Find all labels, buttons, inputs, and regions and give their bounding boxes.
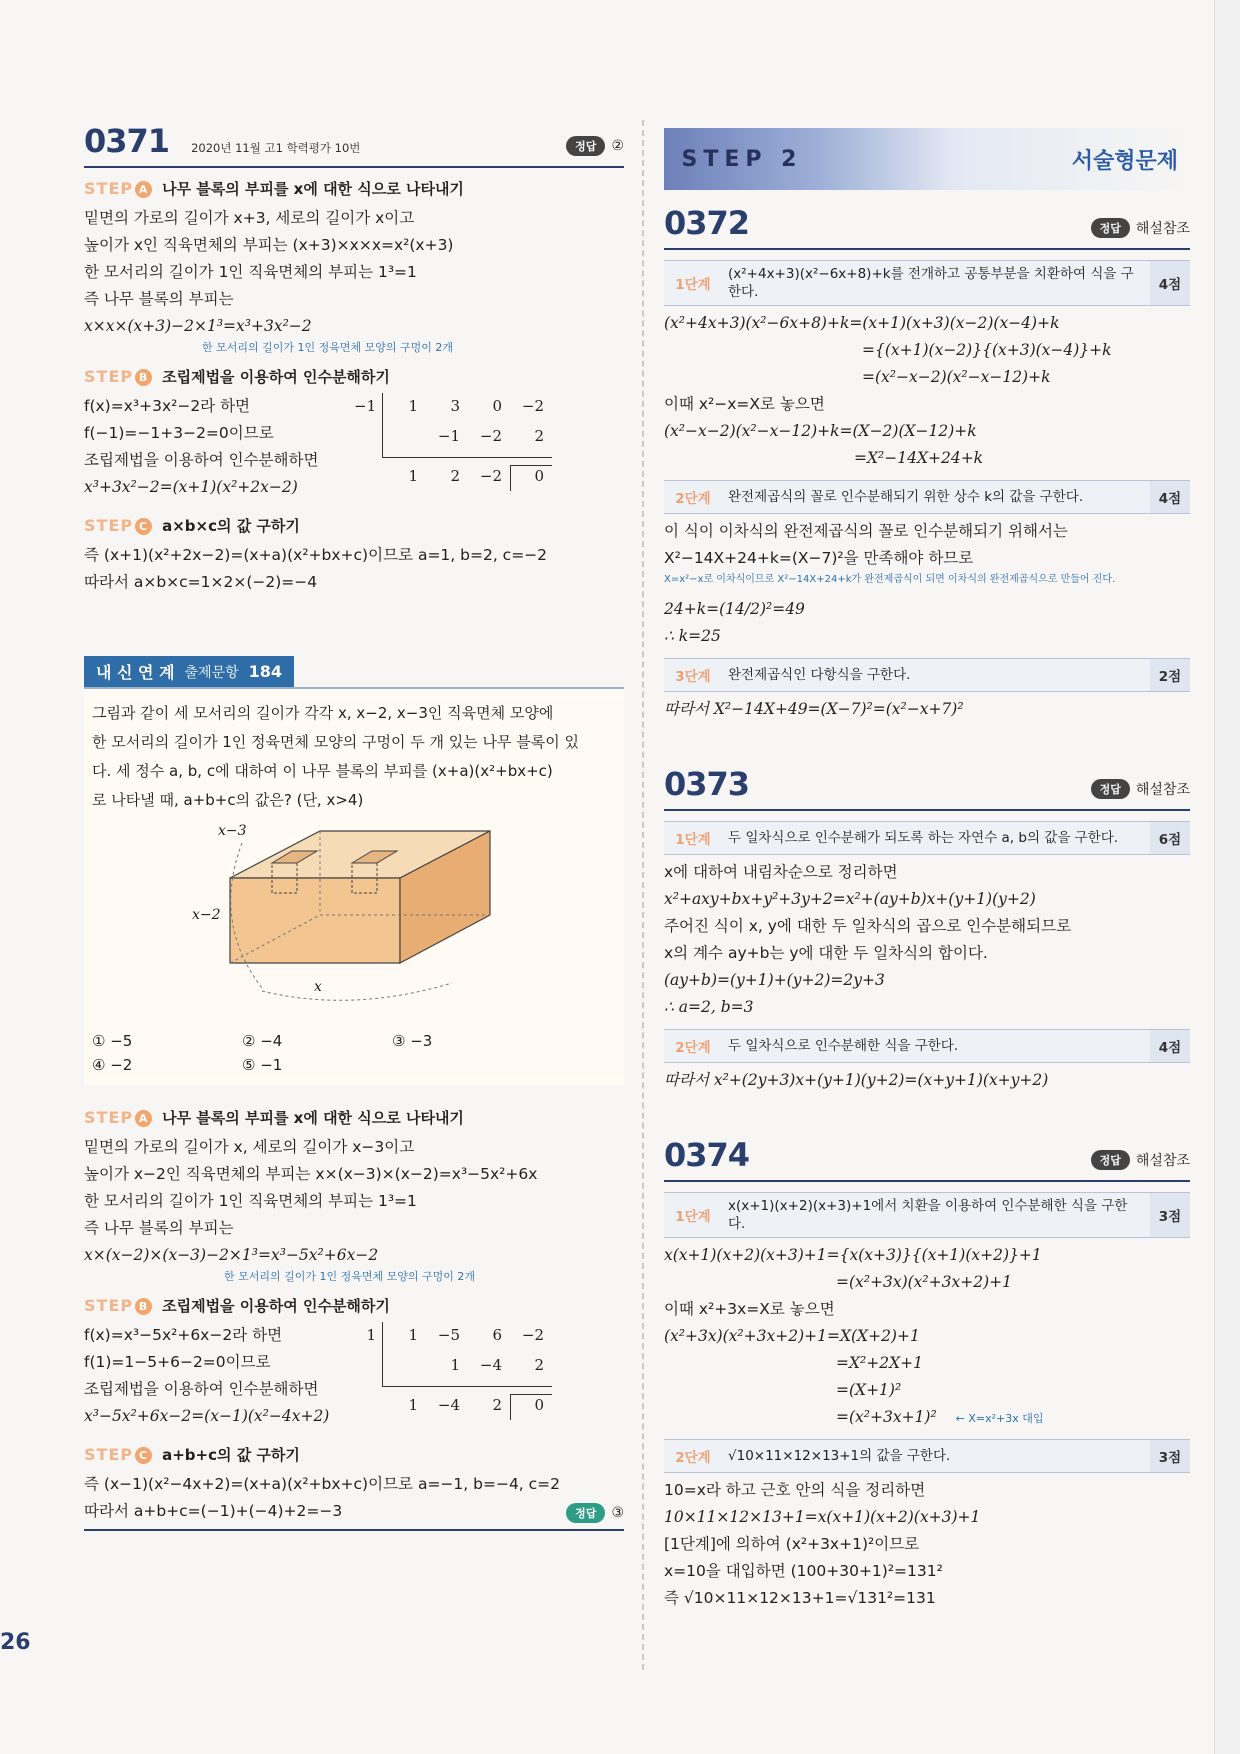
synth-cell: −5 (437, 1326, 460, 1344)
text-line: 밑면의 가로의 길이가 x+3, 세로의 길이가 x이고 (84, 209, 415, 227)
formula-line: 10×11×12×13+1=x(x+1)(x+2)(x+3)+1 (664, 1508, 981, 1526)
synth-cell: −2 (521, 397, 544, 415)
formula-row (664, 1404, 1190, 1431)
text-line: X²−14X+24+k=(X−7)²을 만족해야 하므로 (664, 549, 974, 567)
annotation-note: ← X=x²+3x 대입 (955, 1412, 1044, 1425)
naesin-step-b-heading (84, 1295, 624, 1316)
text-line: 밑면의 가로의 길이가 x, 세로의 길이가 x−3이고 (84, 1138, 415, 1156)
choice[interactable]: ② −4 (242, 1032, 283, 1050)
step-b-body (84, 393, 624, 505)
synth-cell: −1 (437, 427, 460, 445)
question-header-0374 (664, 1136, 1190, 1182)
choice[interactable]: ④ −2 (92, 1056, 133, 1074)
formula-line: =(x²−x−2)(x²−x−12)+k (862, 368, 1051, 386)
choice[interactable]: ① −5 (92, 1032, 133, 1050)
text-line: 즉 나무 블록의 부피는 (84, 1219, 234, 1237)
page-edge (1214, 0, 1240, 1754)
stage-desc: 두 일차식으로 인수분해가 되도록 하는 자연수 a, b의 값을 구한다. (728, 830, 1119, 846)
text-line: 이 식이 이차식의 완전제곱식의 꼴로 인수분해되기 위해서는 (664, 522, 1068, 540)
stage-tag: 1단계 (675, 832, 711, 848)
step-title: 조립제법을 이용하여 인수분해하기 (162, 368, 390, 386)
figure-label-top: x−3 (218, 823, 247, 839)
text-line: x에 대하여 내림차순으로 정리하면 (664, 863, 898, 881)
text-line: 따라서 a+b+c=(−1)+(−4)+2=−3 (84, 1502, 343, 1520)
answer-value: ② (611, 138, 624, 154)
choice[interactable]: ⑤ −1 (242, 1056, 283, 1074)
formula-line: =(X+1)² (836, 1381, 902, 1399)
formula-line: 따라서 X²−14X+49=(X−7)²=(x²−x+7)² (664, 700, 964, 718)
left-column (84, 122, 624, 1531)
synthetic-division-table (354, 393, 554, 497)
step-tag: STEP A (84, 179, 152, 198)
answer-pill: 정답 (1091, 1150, 1130, 1170)
step-a-heading (84, 178, 624, 199)
formula-line: x³+3x²−2=(x+1)(x²+2x−2) (84, 478, 298, 496)
text-line: 조립제법을 이용하여 인수분해하면 (84, 451, 319, 469)
annotation-note: X=x²−x로 이차식이므로 X²−14X+24+k가 완전제곱식이 되면 이차식의 완전제곱식으로 만들어 진다. (664, 574, 1116, 585)
stage-2 (664, 1029, 1190, 1063)
stage-points: 4점 (1150, 1030, 1190, 1062)
step-b-heading (84, 366, 624, 387)
text-line: 10=x라 하고 근호 안의 식을 정리하면 (664, 1481, 926, 1499)
answer-badge (1091, 779, 1190, 799)
formula-line: (x²+3x)(x²+3x+2)+1=X(X+2)+1 (664, 1327, 920, 1345)
step-title: a+b+c의 값 구하기 (162, 1446, 300, 1464)
figure-label-bottom: x (314, 979, 322, 995)
synth-cell: 1 (408, 1396, 418, 1414)
block-figure (92, 823, 616, 1023)
naesin-final-row (84, 1498, 624, 1531)
stage-1 (664, 260, 1190, 306)
synth-cell: 1 (408, 467, 418, 485)
answer-value: 해설참조 (1135, 1153, 1190, 1169)
synth-cell: −4 (479, 1356, 502, 1374)
stage-points: 3점 (1150, 1193, 1190, 1237)
answer-badge (566, 1503, 624, 1523)
stage-desc: √10×11×12×13+1의 값을 구한다. (728, 1448, 951, 1464)
stage-3 (664, 658, 1190, 692)
stage-points: 6점 (1150, 822, 1190, 854)
annotation-note: 한 모서리의 길이가 1인 정육면체 모양의 구멍이 2개 (224, 1270, 475, 1283)
annotation-note: 한 모서리의 길이가 1인 정육면체 모양의 구멍이 2개 (202, 341, 453, 354)
problem-line: 한 모서리의 길이가 1인 정육면체 모양의 구멍이 두 개 있는 나무 블록이 있 (92, 733, 579, 751)
text-line: 즉 (x+1)(x²+2x−2)=(x+a)(x²+bx+c)이므로 a=1, b=2, c=−2 (84, 546, 548, 564)
answer-value: 해설참조 (1135, 221, 1190, 237)
synth-root: 1 (366, 1326, 376, 1344)
synth-cell: −4 (437, 1396, 460, 1414)
formula-line: =X²+2X+1 (836, 1354, 923, 1372)
synth-cell: −2 (479, 467, 502, 485)
question-0374 (664, 1136, 1190, 1612)
synth-cell: 0 (534, 1396, 544, 1414)
problem-line: 그림과 같이 세 모서리의 길이가 각각 x, x−2, x−3인 직육면체 모양에 (92, 704, 554, 722)
text-line: 즉 (x−1)(x²−4x+2)=(x+a)(x²+bx+c)이므로 a=−1, b=−4, c=2 (84, 1475, 561, 1493)
right-column (664, 128, 1190, 1612)
stage-desc: 완전제곱식의 꼴로 인수분해되기 위한 상수 k의 값을 구한다. (728, 489, 1084, 505)
answer-value: 해설참조 (1135, 782, 1190, 798)
text-line: 따라서 a×b×c=1×2×(−2)=−4 (84, 573, 318, 591)
question-header-0372 (664, 204, 1190, 250)
step-title: 나무 블록의 부피를 x에 대한 식으로 나타내기 (162, 1109, 464, 1127)
answer-choices (92, 1029, 616, 1077)
stage-2 (664, 480, 1190, 514)
text-line: 이때 x²+3x=X로 놓으면 (664, 1300, 835, 1318)
stage-points: 3점 (1150, 1440, 1190, 1472)
stage-2 (664, 1439, 1190, 1473)
step-tag: STEP B (84, 367, 152, 386)
step2-title: 서술형문제 (1071, 148, 1178, 174)
formula-line: =(x²+3x+1)² (836, 1408, 937, 1426)
step-tag: STEP C (84, 516, 152, 535)
text-line: x=10을 대입하면 (100+30+1)²=131² (664, 1562, 943, 1580)
formula-line: (ay+b)=(y+1)+(y+2)=2y+3 (664, 971, 885, 989)
text-line: x의 계수 ay+b는 y에 대한 두 일차식의 합이다. (664, 944, 988, 962)
naesin-step-c-heading (84, 1444, 624, 1465)
text-line: 주어진 식이 x, y에 대한 두 일차식의 곱으로 인수분해되므로 (664, 917, 1072, 935)
synth-cell: 2 (450, 467, 460, 485)
text-line: 한 모서리의 길이가 1인 직육면체의 부피는 1³=1 (84, 1192, 417, 1210)
synth-cell: −2 (479, 427, 502, 445)
stage-desc: 완전제곱식인 다항식을 구한다. (728, 667, 911, 683)
text-line: 조립제법을 이용하여 인수분해하면 (84, 1380, 319, 1398)
text-line: 이때 x²−x=X로 놓으면 (664, 395, 825, 413)
synthetic-division-table (366, 1322, 554, 1426)
text-line: 즉 나무 블록의 부피는 (84, 290, 234, 308)
stage-tag: 3단계 (675, 669, 711, 685)
synth-cell: 2 (534, 427, 544, 445)
answer-value: ③ (611, 1505, 624, 1521)
naesin-step-b-body (84, 1322, 624, 1434)
synth-cell: 6 (492, 1326, 502, 1344)
synth-cell: 0 (534, 467, 544, 485)
step-title: a×b×c의 값 구하기 (162, 517, 300, 535)
question-number: 0374 (664, 1136, 750, 1174)
text-line: f(1)=1−5+6−2=0이므로 (84, 1353, 271, 1371)
step-title: 조립제법을 이용하여 인수분해하기 (162, 1297, 390, 1315)
text-line: f(−1)=−1+3−2=0이므로 (84, 424, 274, 442)
choice[interactable]: ③ −3 (392, 1032, 433, 1050)
question-number: 0372 (664, 204, 750, 242)
answer-pill: 정답 (566, 1503, 605, 1523)
formula-line: =X²−14X+24+k (854, 449, 984, 467)
step-tag: STEP A (84, 1108, 152, 1127)
answer-badge (1091, 1150, 1190, 1170)
formula-line: x(x+1)(x+2)(x+3)+1={x(x+3)}{(x+1)(x+2)}+1 (664, 1246, 1042, 1264)
stage-tag: 2단계 (675, 1450, 711, 1466)
answer-pill: 정답 (566, 136, 605, 156)
step-tag: STEP C (84, 1445, 152, 1464)
text-line: f(x)=x³+3x²−2라 하면 (84, 397, 251, 415)
formula-line: ∴ k=25 (664, 627, 721, 645)
synth-cell: 0 (492, 397, 502, 415)
synth-cell: 1 (408, 397, 418, 415)
problem-line: 로 나타낼 때, a+b+c의 값은? (단, x>4) (92, 791, 364, 809)
synth-root: −1 (354, 397, 377, 415)
formula-line: x×x×(x+3)−2×1³=x³+3x²−2 (84, 317, 312, 335)
formula-line: =(x²+3x)(x²+3x+2)+1 (836, 1273, 1012, 1291)
formula-line: ∴ a=2, b=3 (664, 998, 754, 1016)
synth-cell: 3 (450, 397, 460, 415)
synth-cell: 2 (492, 1396, 502, 1414)
text-line: 즉 √10×11×12×13+1=√131²=131 (664, 1589, 936, 1607)
question-header-0373 (664, 765, 1190, 811)
text-line: f(x)=x³−5x²+6x−2라 하면 (84, 1326, 283, 1344)
page-number: 26 (0, 1630, 31, 1655)
step2-label: STEP 2 (681, 146, 803, 172)
question-header-0371 (84, 122, 624, 168)
answer-pill: 정답 (1091, 218, 1130, 238)
naesin-label: 내 신 연 계 출제문항 184 (84, 656, 294, 687)
question-source: 2020년 11월 고1 학력평가 10번 (191, 141, 361, 155)
naesin-step-a-heading (84, 1107, 624, 1128)
synth-cell: 2 (534, 1356, 544, 1374)
formula-line: ={(x+1)(x−2)}{(x+3)(x−4)}+k (862, 341, 1112, 359)
stage-points: 4점 (1150, 261, 1190, 305)
synth-cell: −2 (521, 1326, 544, 1344)
formula-line: x³−5x²+6x−2=(x−1)(x²−4x+2) (84, 1407, 330, 1425)
stage-desc: (x²+4x+3)(x²−6x+8)+k를 전개하고 공통부분을 치환하여 식을 구한다. (728, 266, 1134, 300)
text-line: 높이가 x−2인 직육면체의 부피는 x×(x−3)×(x−2)=x³−5x²+6x (84, 1165, 538, 1183)
stage-1 (664, 821, 1190, 855)
question-number: 0371 (84, 122, 170, 160)
stage-tag: 1단계 (675, 277, 711, 293)
step-tag: STEP B (84, 1296, 152, 1315)
problem-line: 다. 세 정수 a, b, c에 대하여 이 나무 블록의 부피를 (x+a)(x²+bx+c) (92, 762, 553, 780)
text-line: 한 모서리의 길이가 1인 직육면체의 부피는 1³=1 (84, 263, 417, 281)
stage-tag: 1단계 (675, 1209, 711, 1225)
synth-cell: 1 (450, 1356, 460, 1374)
stage-points: 2점 (1150, 659, 1190, 691)
answer-badge (566, 136, 624, 156)
step2-banner (664, 128, 1190, 190)
naesin-header (84, 656, 624, 689)
formula-line: (x²−x−2)(x²−x−12)+k=(X−2)(X−12)+k (664, 422, 977, 440)
step-title: 나무 블록의 부피를 x에 대한 식으로 나타내기 (162, 180, 464, 198)
wooden-block-illustration (152, 823, 572, 1023)
formula-line: x×(x−2)×(x−3)−2×1³=x³−5x²+6x−2 (84, 1246, 379, 1264)
stage-1 (664, 1192, 1190, 1238)
text-line: 높이가 x인 직육면체의 부피는 (x+3)×x×x=x²(x+3) (84, 236, 454, 254)
question-0373 (664, 765, 1190, 1094)
stage-tag: 2단계 (675, 491, 711, 507)
stage-points: 4점 (1150, 481, 1190, 513)
answer-badge (1091, 218, 1190, 238)
naesin-problem (84, 689, 624, 1085)
stage-tag: 2단계 (675, 1040, 711, 1056)
formula-line: x²+axy+bx+y²+3y+2=x²+(ay+b)x+(y+1)(y+2) (664, 890, 1036, 908)
formula-line: (x²+4x+3)(x²−6x+8)+k=(x+1)(x+3)(x−2)(x−4)+k (664, 314, 1060, 332)
step-c-heading (84, 515, 624, 536)
figure-label-left: x−2 (192, 907, 221, 923)
synth-cell: 1 (408, 1326, 418, 1344)
answer-pill: 정답 (1091, 779, 1130, 799)
question-number: 0373 (664, 765, 750, 803)
formula-line: 따라서 x²+(2y+3)x+(y+1)(y+2)=(x+y+1)(x+y+2) (664, 1071, 1049, 1089)
formula-line: 24+k=(14/2)²=49 (664, 600, 805, 618)
text-line: [1단계]에 의하여 (x²+3x+1)²이므로 (664, 1535, 920, 1553)
stage-desc: 두 일차식으로 인수분해한 식을 구한다. (728, 1038, 959, 1054)
column-divider (642, 120, 644, 1670)
stage-desc: x(x+1)(x+2)(x+3)+1에서 치환을 이용하여 인수분해한 식을 구한다. (728, 1198, 1128, 1232)
